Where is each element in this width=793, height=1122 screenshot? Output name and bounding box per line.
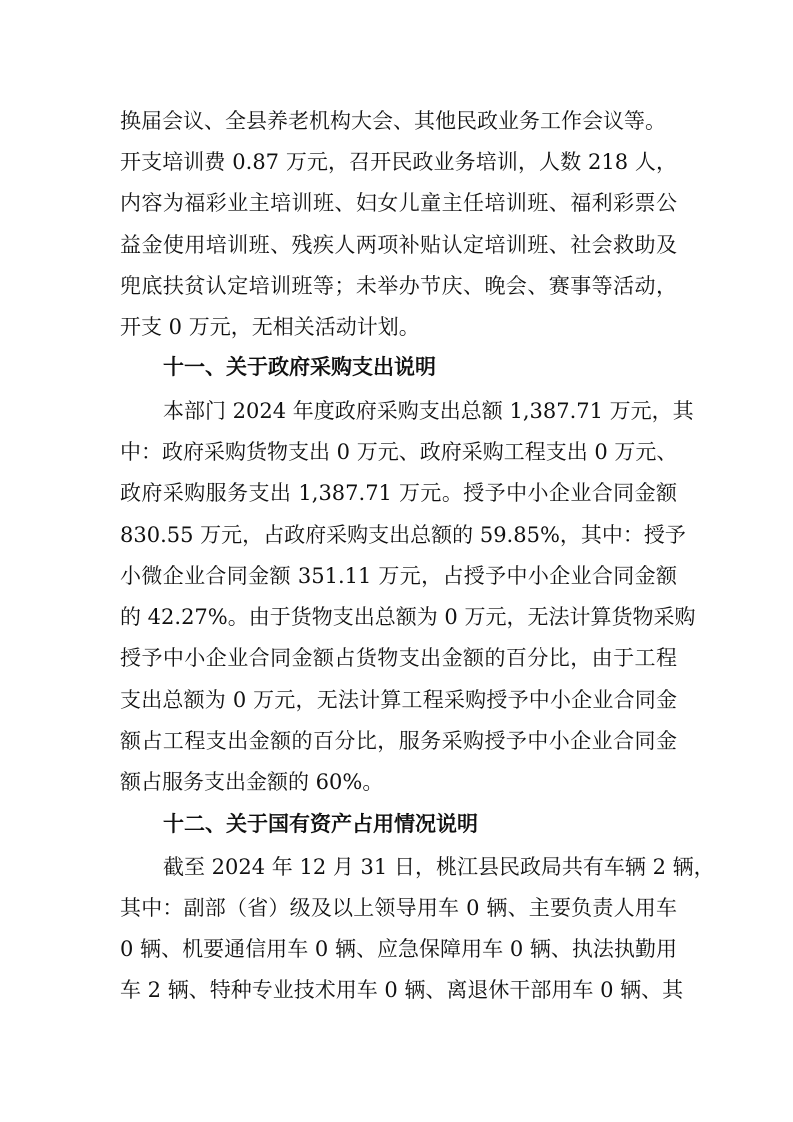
paragraph-line: 的 42.27%。由于货物支出总额为 0 万元，无法计算货物采购 (120, 605, 696, 629)
paragraph-line: 额占服务支出金额的 60%。 (120, 770, 384, 794)
paragraph-line: 830.55 万元，占政府采购支出总额的 59.85%，其中：授予 (120, 523, 686, 547)
paragraph-line: 开支培训费 0.87 万元，召开民政业务培训，人数 218 人， (120, 150, 677, 174)
paragraph-line: 内容为福彩业主培训班、妇女儿童主任培训班、福利彩票公 (120, 191, 677, 215)
section-heading: 十二、关于国有资产占用情况说明 (163, 812, 478, 836)
paragraph-line: 换届会议、全县养老机构大会、其他民政业务工作会议等。 (120, 109, 666, 133)
paragraph-line: 车 2 辆、特种专业技术用车 0 辆、离退休干部用车 0 辆、其 (120, 978, 684, 1002)
section-heading: 十一、关于政府采购支出说明 (163, 355, 436, 379)
paragraph-line: 中：政府采购货物支出 0 万元、政府采购工程支出 0 万元、 (120, 440, 678, 464)
paragraph-line: 小微企业合同金额 351.11 万元，占授予中小企业合同金额 (120, 564, 677, 588)
paragraph-line: 授予中小企业合同金额占货物支出金额的百分比，由于工程 (120, 646, 677, 670)
paragraph-line: 支出总额为 0 万元，无法计算工程采购授予中小企业合同金 (120, 688, 677, 712)
paragraph-line: 截至 2024 年 12 月 31 日，桃江县民政局共有车辆 2 辆， (163, 855, 715, 879)
paragraph-line: 额占工程支出金额的百分比，服务采购授予中小企业合同金 (120, 729, 677, 753)
paragraph-line: 0 辆、机要通信用车 0 辆、应急保障用车 0 辆、执法执勤用 (120, 937, 677, 961)
paragraph-line: 兜底扶贫认定培训班等；未举办节庆、晚会、赛事等活动， (120, 274, 677, 298)
paragraph-line: 开支 0 万元，无相关活动计划。 (120, 315, 420, 339)
paragraph-line: 本部门 2024 年度政府采购支出总额 1,387.71 万元，其 (163, 399, 694, 423)
paragraph-line: 政府采购服务支出 1,387.71 万元。授予中小企业合同金额 (120, 481, 677, 505)
paragraph-line: 益金使用培训班、残疾人两项补贴认定培训班、社会救助及 (120, 233, 677, 257)
paragraph-line: 其中：副部（省）级及以上领导用车 0 辆、主要负责人用车 (120, 896, 677, 920)
